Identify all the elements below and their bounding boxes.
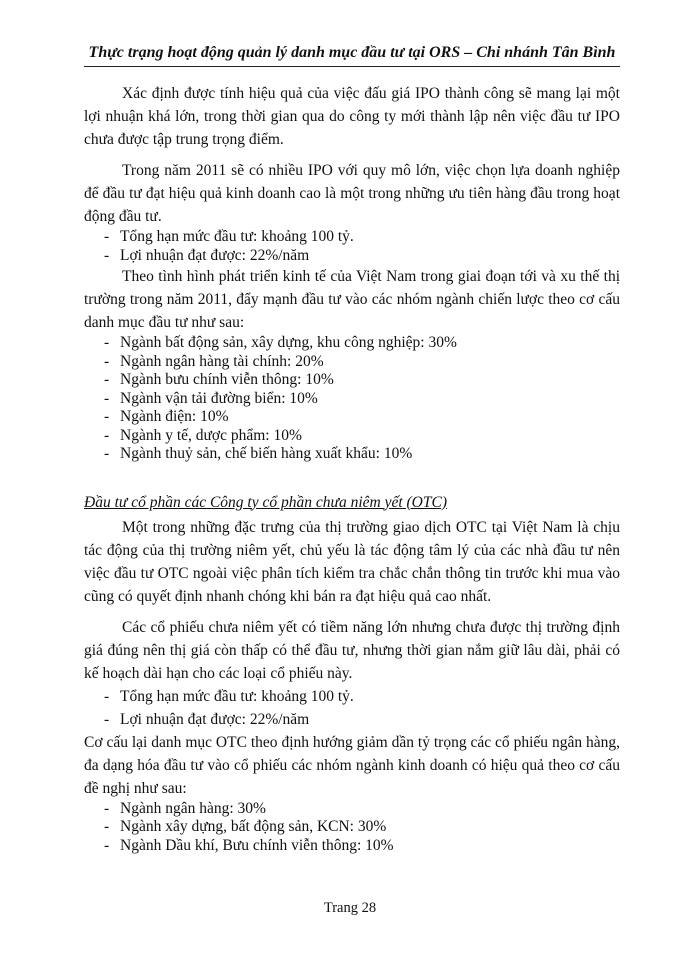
list-item: - Ngành bưu chính viễn thông: 10% bbox=[84, 371, 620, 390]
page-header: Thực trạng hoạt động quản lý danh mục đầu tư tại ORS – Chi nhánh Tân Bình bbox=[84, 44, 620, 67]
list-item: - Ngành điện: 10% bbox=[84, 408, 620, 427]
list-item: - Lợi nhuận đạt được: 22%/năm bbox=[84, 247, 620, 266]
list-item: - Tổng hạn mức đầu tư: khoảng 100 tỷ. bbox=[84, 685, 620, 708]
paragraph-otc-characteristics: Một trong những đặc trưng của thị trường giao dịch OTC tại Việt Nam là chịu tác động của thị trường niêm yết, chủ yếu là tác động tâm lý của các nhà đầu tư nên việc đầu tư OTC ngoài việc phân tích kiểm tra chắc chắn thông tin trước khi mua vào cũng có quyết định nhanh chóng khi bán ra đạt hiệu quả cao nhất. bbox=[84, 518, 620, 605]
ipo-target-list bbox=[84, 228, 620, 265]
paragraph-ipo-effectiveness: Xác định được tính hiệu quả của việc đấu giá IPO thành công sẽ mang lại một lợi nhuận khá lớn, trong thời gian qua do công ty mới thành lập nên việc đầu tư IPO chưa được tập trung trọng điểm. bbox=[84, 85, 620, 148]
list-item: - Ngành xây dựng, bất động sản, KCN: 30% bbox=[84, 818, 620, 837]
sector-allocation-list bbox=[84, 334, 620, 464]
section-title-otc: Đầu tư cổ phần các Công ty cổ phần chưa niêm yết (OTC) bbox=[84, 493, 448, 511]
paragraph-otc-restructure: Cơ cấu lại danh mục OTC theo định hướng giảm dần tỷ trọng các cổ phiếu ngân hàng, đa dạng hóa đầu tư vào cổ phiếu các nhóm ngành kinh doanh có hiệu quả theo cơ cấu đề nghị như sau: bbox=[84, 733, 620, 797]
paragraph-ipo-2011: Trong năm 2011 sẽ có nhiều IPO với quy mô lớn, việc chọn lựa doanh nghiệp để đầu tư đạt hiệu quả kinh doanh cao là một trong những ưu tiên hàng đầu trong hoạt động đầu tư. bbox=[84, 162, 620, 225]
page-body bbox=[84, 82, 620, 855]
list-item: - Ngành bất động sản, xây dựng, khu công nghiệp: 30% bbox=[84, 334, 620, 353]
list-item: - Ngành thuỷ sản, chế biến hàng xuất khẩu: 10% bbox=[84, 445, 620, 464]
list-item: - Ngành y tế, dược phẩm: 10% bbox=[84, 427, 620, 446]
page-number: Trang 28 bbox=[323, 900, 377, 916]
paragraph-sector-strategy: Theo tình hình phát triển kinh tế của Việt Nam trong giai đoạn tới và xu thế thị trường trong năm 2011, đẩy mạnh đầu tư vào các nhóm ngành chiến lược theo cơ cấu danh mục đầu tư như sau: bbox=[84, 268, 620, 331]
otc-target-list bbox=[84, 685, 620, 731]
list-item: - Ngành ngân hàng tài chính: 20% bbox=[84, 353, 620, 372]
list-item: - Tổng hạn mức đầu tư: khoảng 100 tỷ. bbox=[84, 228, 620, 247]
list-item: - Ngành ngân hàng: 30% bbox=[84, 800, 620, 819]
list-item: - Ngành Dầu khí, Bưu chính viễn thông: 10% bbox=[84, 837, 620, 856]
paragraph-otc-unlisted: Các cổ phiếu chưa niêm yết có tiềm năng lớn nhưng chưa được thị trường định giá đúng nên thị giá còn thấp có thể đầu tư, nhưng thời gian nắm giữ lâu dài, phải có kế hoạch dài hạn cho các loại cổ phiếu này. bbox=[84, 618, 620, 682]
list-item: - Lợi nhuận đạt được: 22%/năm bbox=[84, 708, 620, 731]
otc-allocation-list bbox=[84, 800, 620, 856]
list-item: - Ngành vận tải đường biển: 10% bbox=[84, 390, 620, 409]
